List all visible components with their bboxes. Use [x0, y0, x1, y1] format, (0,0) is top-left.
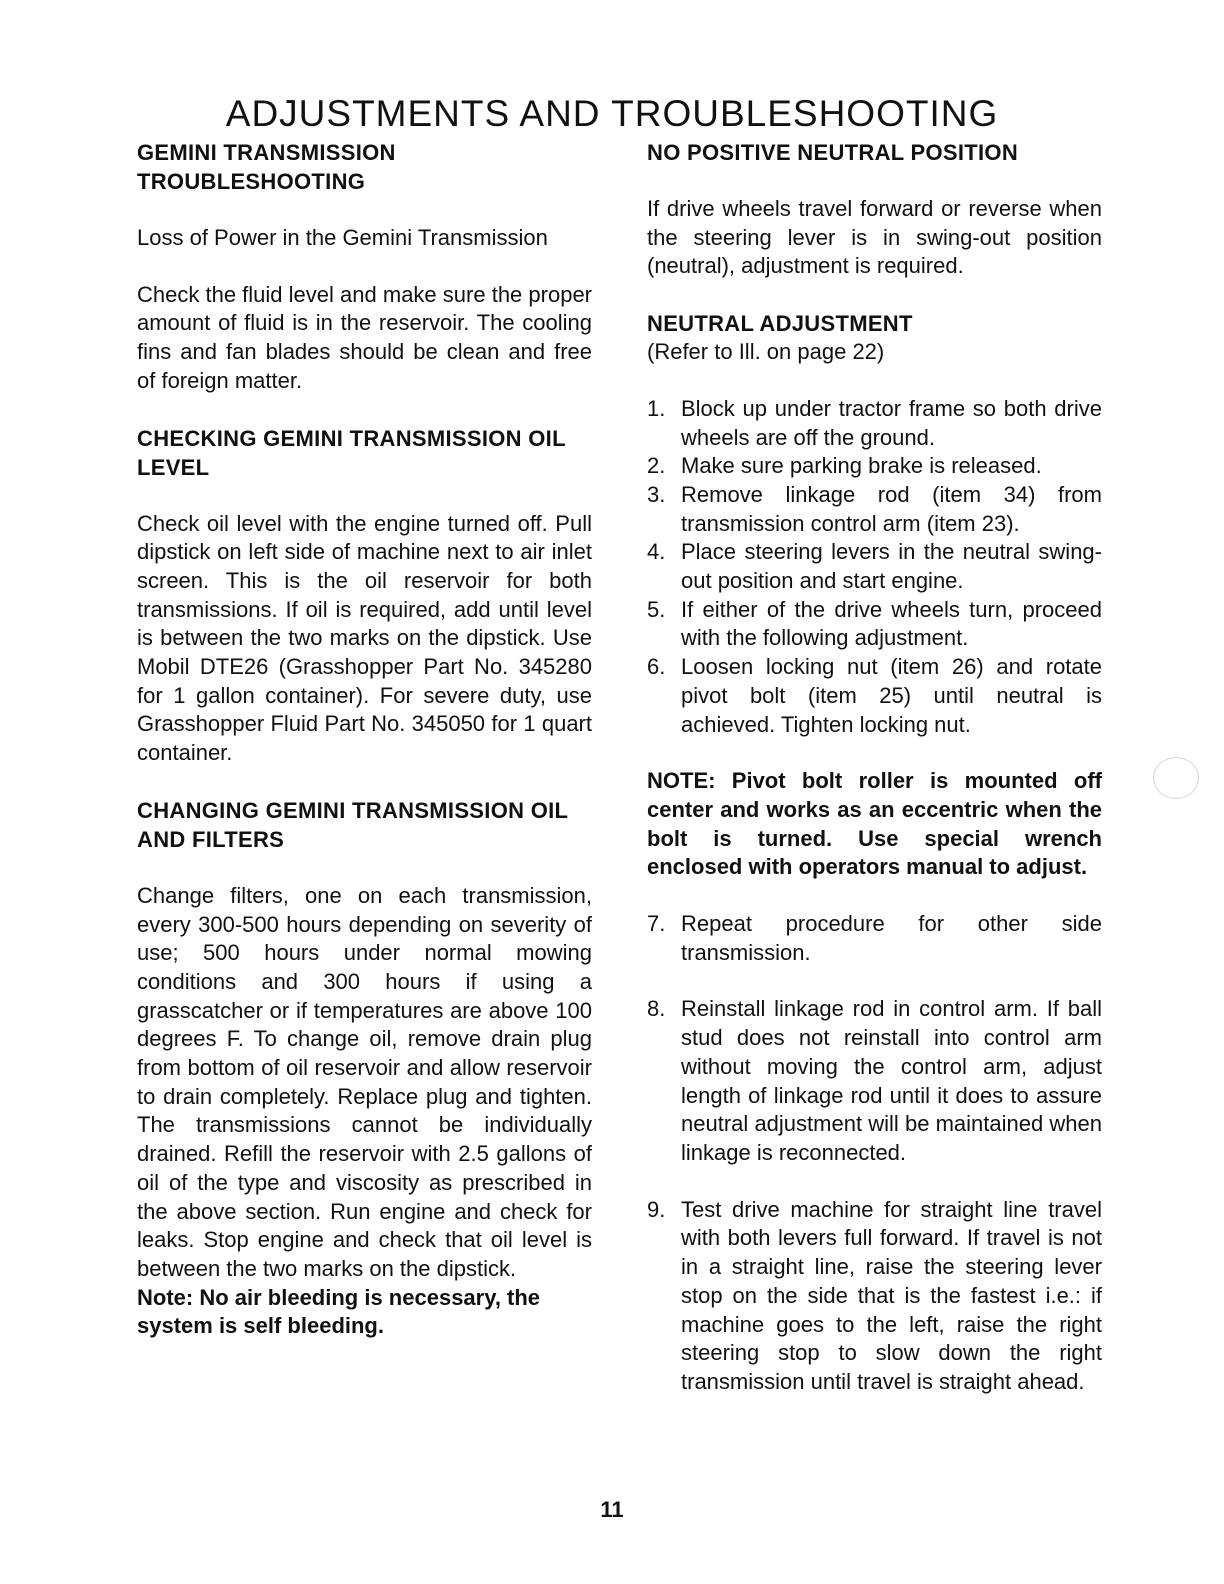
left-column [137, 138, 592, 1341]
step-2: 2. Make sure parking brake is released. [647, 453, 1042, 479]
page-title: ADJUSTMENTS AND TROUBLESHOOTING [225, 92, 999, 134]
step-9-list [647, 1196, 1102, 1397]
note-no-air-bleeding: Note: No air bleeding is necessary, the system is self bleeding. [137, 1284, 541, 1339]
binder-hole-mark [1153, 757, 1199, 799]
step-5: 5. If either of the drive wheels turn, proceed with the following adjustment. [647, 596, 1102, 651]
heading-changing-oil-filters: CHANGING GEMINI TRANSMISSION OIL AND FILTERS [137, 797, 568, 852]
step-6: 6. Loosen locking nut (item 26) and rotate pivot bolt (item 25) until neutral is achieved. Tighten locking nut. [647, 654, 1102, 737]
step-1: 1. Block up under tractor frame so both drive wheels are off the ground. [647, 395, 1102, 450]
heading-neutral-adjustment: NEUTRAL ADJUSTMENT [647, 311, 913, 337]
step-7-list [647, 910, 1102, 967]
page-number: 11 [600, 1497, 624, 1522]
step-7: 7. Repeat procedure for other side transmission. [647, 911, 1102, 965]
heading-checking-oil-level: CHECKING GEMINI TRANSMISSION OIL LEVEL [137, 425, 566, 480]
paragraph-change-filters: Change filters, one on each transmission, every 300-500 hours depending on severity of use; 500 hours under normal mowing conditions and 300 hours if using a grasscatcher or if temperatures are above 100 degrees F. To change oil, remove drain plug from bottom of oil reservoir and allow reservoir to drain completely. Replace plug and tighten. The transmissions cannot be individually drained. Refill the reservoir with 2.5 gallons of oil of the type and viscosity as prescribed in the above section. Run engine and check for leaks. Stop engine and check that oil level is between the two marks on the dipstick. [137, 882, 592, 1281]
right-column [647, 138, 1102, 1397]
paragraph-check-oil: Check oil level with the engine turned off. Pull dipstick on left side of machine next to air inlet screen. This is the oil reservoir for both transmissions. If oil is required, add until level is between the two marks on the dipstick. Use Mobil DTE26 (Grasshopper Part No. 345280 for 1 gallon container). For severe duty, use Grasshopper Fluid Part No. 345050 for 1 quart container. [137, 510, 592, 766]
heading-no-positive-neutral: NO POSITIVE NEUTRAL POSITION [647, 140, 1019, 165]
paragraph-loss-of-power: Loss of Power in the Gemini Transmission [137, 225, 548, 250]
step-4: 4. Place steering levers in the neutral swing-out position and start engine. [647, 539, 1102, 594]
adjustment-steps [647, 395, 1102, 739]
step-9: 9. Test drive machine for straight line travel with both levers full forward. If travel is not in a straight line, raise the steering lever stop on the side that is the fastest i.e.: if machine goes to the left, raise the right steering stop to slow down the right transmission until travel is straight ahead. [647, 1196, 1102, 1394]
paragraph-check-fluid: Check the fluid level and make sure the proper amount of fluid is in the reservoir. The cooling fins and fan blades should be clean and free of foreign matter. [137, 281, 592, 393]
heading-gemini-troubleshooting: GEMINI TRANSMISSION TROUBLESHOOTING [137, 140, 396, 194]
step-8-list [647, 995, 1102, 1167]
note-pivot-bolt: NOTE: Pivot bolt roller is mounted off center and works as an eccentric when the bolt is turned. Use special wrench enclosed with operators manual to adjust. [647, 768, 1102, 880]
step-3: 3. Remove linkage rod (item 34) from transmission control arm (item 23). [647, 481, 1102, 536]
paragraph-drive-wheels-travel: If drive wheels travel forward or reverse when the steering lever is in swing-out position (neutral), adjustment is required. [647, 196, 1102, 279]
reference-illustration: (Refer to Ill. on page 22) [647, 339, 885, 365]
step-8: 8. Reinstall linkage rod in control arm. If ball stud does not reinstall into control arm without moving the control arm, adjust length of linkage rod until it does to assure neutral adjustment will be maintained when linkage is reconnected. [647, 996, 1102, 1165]
